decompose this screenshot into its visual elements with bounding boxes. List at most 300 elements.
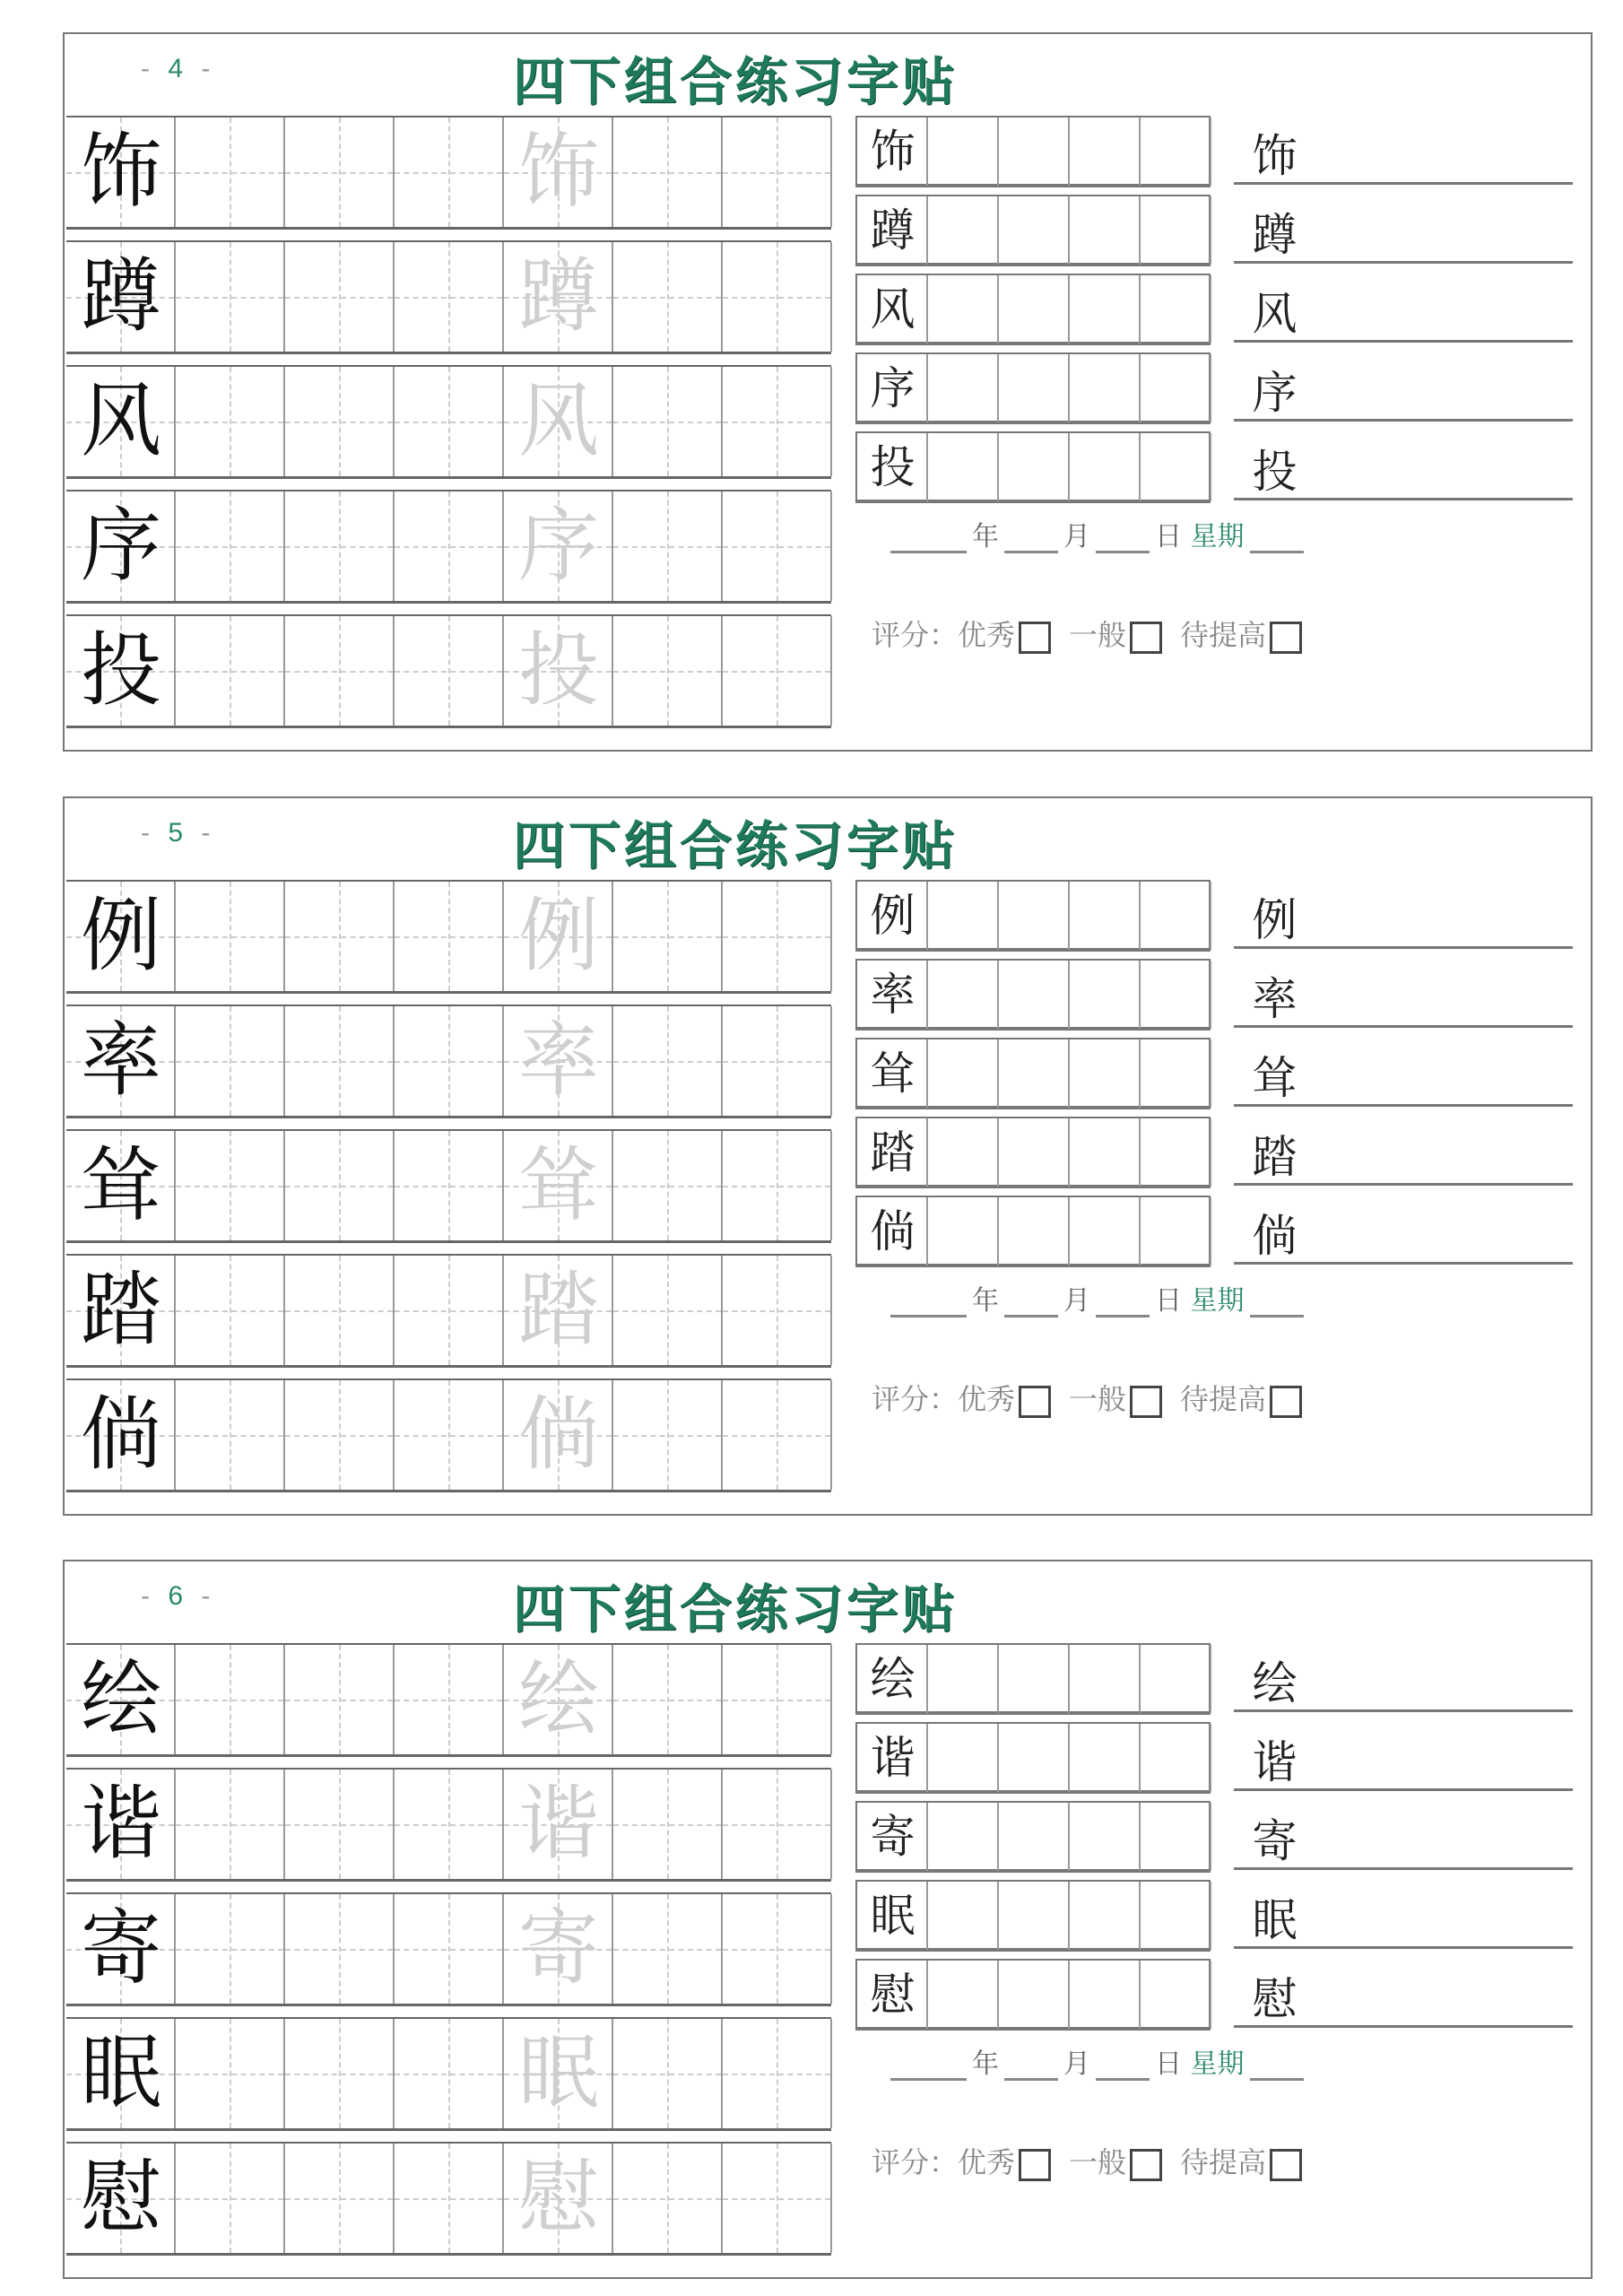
small-model-character: 风 bbox=[870, 283, 916, 335]
writing-line[interactable] bbox=[1234, 1867, 1573, 1870]
small-practice-cell[interactable] bbox=[928, 275, 999, 344]
needs-improvement-checkbox[interactable] bbox=[1270, 1386, 1302, 1418]
model-character: 倘 bbox=[81, 1387, 161, 1482]
small-practice-cell[interactable] bbox=[1141, 354, 1211, 422]
model-character-cell bbox=[66, 2019, 176, 2128]
practice-cell[interactable] bbox=[723, 1006, 832, 1116]
model-character-cell bbox=[66, 1131, 176, 1240]
tianzige-row bbox=[66, 1129, 831, 1243]
line-model-character: 慰 bbox=[1252, 1973, 1298, 2025]
model-character: 蹲 bbox=[81, 249, 161, 344]
line-model-character: 寄 bbox=[1252, 1815, 1298, 1867]
small-model-character: 慰 bbox=[870, 1969, 916, 2021]
tianzige-row bbox=[66, 1254, 831, 1368]
day-label: 日 bbox=[1155, 2048, 1182, 2080]
trace-character-cell[interactable] bbox=[504, 1770, 613, 1879]
small-practice-cell[interactable] bbox=[999, 354, 1070, 422]
writing-line[interactable] bbox=[1234, 1709, 1573, 1712]
small-grid-row bbox=[855, 274, 1211, 345]
small-practice-cell[interactable] bbox=[928, 1724, 999, 1792]
practice-cell[interactable] bbox=[176, 1645, 285, 1754]
model-character-cell bbox=[66, 367, 176, 476]
sheet-title: 四下组合练习字贴 bbox=[513, 51, 959, 112]
date-blank[interactable] bbox=[1096, 1306, 1150, 1318]
practice-cell[interactable] bbox=[395, 616, 504, 726]
practice-cell[interactable] bbox=[395, 117, 504, 227]
small-practice-cell[interactable] bbox=[1070, 1039, 1141, 1108]
practice-cell[interactable] bbox=[723, 491, 832, 601]
tianzige-row bbox=[66, 1643, 831, 1757]
date-blank[interactable] bbox=[890, 2069, 967, 2081]
tianzige-row bbox=[66, 490, 831, 604]
practice-cell[interactable] bbox=[285, 1645, 395, 1754]
writing-line[interactable] bbox=[1234, 182, 1573, 185]
trace-character-cell[interactable] bbox=[504, 1006, 613, 1116]
small-practice-cell[interactable] bbox=[928, 117, 999, 186]
practice-cell[interactable] bbox=[176, 2144, 285, 2253]
model-character-cell bbox=[66, 242, 176, 352]
small-practice-cell[interactable] bbox=[928, 1803, 999, 1871]
small-model-cell bbox=[857, 275, 928, 344]
practice-cell[interactable] bbox=[613, 2144, 723, 2253]
writing-line[interactable] bbox=[1234, 1788, 1573, 1791]
practice-cell[interactable] bbox=[613, 117, 723, 227]
small-practice-cell[interactable] bbox=[1141, 196, 1211, 265]
sheet-title: 四下组合练习字贴 bbox=[513, 1578, 959, 1639]
dash: - bbox=[141, 54, 155, 83]
practice-cell[interactable] bbox=[723, 1894, 832, 2004]
trace-character-cell[interactable] bbox=[504, 1256, 613, 1365]
date-line bbox=[885, 1278, 1309, 1318]
writing-line[interactable] bbox=[1234, 261, 1573, 264]
practice-cell[interactable] bbox=[723, 367, 832, 476]
small-practice-cell[interactable] bbox=[999, 1803, 1070, 1871]
practice-cell[interactable] bbox=[723, 117, 832, 227]
small-practice-cell[interactable] bbox=[999, 1197, 1070, 1265]
practice-cell[interactable] bbox=[285, 117, 395, 227]
page-number-value: 5 bbox=[168, 818, 189, 848]
writing-line[interactable] bbox=[1234, 1104, 1573, 1107]
trace-character-cell[interactable] bbox=[504, 1380, 613, 1490]
practice-sheet bbox=[63, 32, 1593, 752]
small-practice-cell[interactable] bbox=[999, 961, 1070, 1029]
year-label: 年 bbox=[972, 1285, 999, 1317]
date-line bbox=[885, 2041, 1309, 2081]
small-practice-cell[interactable] bbox=[1141, 882, 1211, 950]
trace-character: 耸 bbox=[518, 1138, 599, 1232]
model-character: 饰 bbox=[81, 125, 161, 219]
small-practice-cell[interactable] bbox=[928, 354, 999, 422]
small-practice-cell[interactable] bbox=[1070, 117, 1141, 186]
date-blank[interactable] bbox=[1004, 542, 1058, 553]
small-practice-cell[interactable] bbox=[1141, 1882, 1211, 1950]
tianzige-row bbox=[66, 880, 831, 994]
practice-cell[interactable] bbox=[613, 882, 723, 991]
practice-cell[interactable] bbox=[176, 367, 285, 476]
page-number-value: 4 bbox=[168, 54, 189, 83]
small-model-cell bbox=[857, 433, 928, 501]
small-grid-row bbox=[855, 959, 1211, 1031]
score-label: 评分： bbox=[872, 1382, 959, 1416]
writing-line[interactable] bbox=[1234, 946, 1573, 949]
small-practice-cell[interactable] bbox=[999, 1961, 1070, 2029]
tianzige-row bbox=[66, 614, 831, 728]
practice-cell[interactable] bbox=[285, 367, 395, 476]
trace-character: 踏 bbox=[518, 1263, 599, 1357]
small-model-cell bbox=[857, 354, 928, 422]
small-practice-cell[interactable] bbox=[1070, 433, 1141, 501]
practice-cell[interactable] bbox=[176, 882, 285, 991]
writing-line[interactable] bbox=[1234, 340, 1573, 343]
trace-character: 投 bbox=[518, 623, 599, 718]
small-model-character: 序 bbox=[870, 362, 916, 414]
excellent-checkbox[interactable] bbox=[1019, 1386, 1051, 1418]
practice-cell[interactable] bbox=[723, 2144, 832, 2253]
practice-cell[interactable] bbox=[613, 1256, 723, 1365]
writing-line[interactable] bbox=[1234, 498, 1573, 500]
small-grid-row bbox=[855, 352, 1211, 424]
date-blank[interactable] bbox=[1096, 2069, 1150, 2081]
tianzige-row bbox=[66, 2142, 831, 2256]
trace-character-cell[interactable] bbox=[504, 242, 613, 352]
trace-character-cell[interactable] bbox=[504, 491, 613, 601]
small-model-character: 谐 bbox=[870, 1732, 916, 1784]
year-label: 年 bbox=[972, 521, 999, 552]
practice-cell[interactable] bbox=[395, 2144, 504, 2253]
excellent-checkbox[interactable] bbox=[1019, 622, 1051, 654]
small-model-character: 绘 bbox=[870, 1653, 916, 1705]
small-practice-cell[interactable] bbox=[928, 961, 999, 1029]
small-practice-cell[interactable] bbox=[1070, 1961, 1141, 2029]
small-model-cell bbox=[857, 1803, 928, 1871]
practice-cell[interactable] bbox=[613, 1894, 723, 2004]
average-checkbox[interactable] bbox=[1130, 2149, 1162, 2181]
small-practice-cell[interactable] bbox=[1070, 196, 1141, 265]
small-practice-cell[interactable] bbox=[928, 1645, 999, 1713]
practice-cell[interactable] bbox=[285, 242, 395, 352]
tianzige-row bbox=[66, 365, 831, 479]
needs-improvement-checkbox[interactable] bbox=[1270, 622, 1302, 654]
small-practice-cell[interactable] bbox=[928, 1882, 999, 1950]
practice-cell[interactable] bbox=[285, 882, 395, 991]
practice-cell[interactable] bbox=[176, 1770, 285, 1879]
small-practice-cell[interactable] bbox=[999, 1645, 1070, 1713]
small-practice-cell[interactable] bbox=[1070, 882, 1141, 950]
score-line bbox=[872, 2140, 1320, 2181]
small-model-cell bbox=[857, 1197, 928, 1265]
practice-cell[interactable] bbox=[176, 1006, 285, 1116]
practice-cell[interactable] bbox=[613, 491, 723, 601]
small-practice-cell[interactable] bbox=[1141, 433, 1211, 501]
small-practice-cell[interactable] bbox=[999, 1039, 1070, 1108]
date-blank[interactable] bbox=[1250, 2069, 1304, 2081]
day-label: 日 bbox=[1155, 1285, 1182, 1317]
trace-character-cell[interactable] bbox=[504, 2144, 613, 2253]
small-practice-cell[interactable] bbox=[1070, 1645, 1141, 1713]
writing-line[interactable] bbox=[1234, 1025, 1573, 1028]
practice-cell[interactable] bbox=[395, 1770, 504, 1879]
line-model-character: 蹲 bbox=[1252, 209, 1298, 261]
practice-cell[interactable] bbox=[395, 1645, 504, 1754]
model-character: 风 bbox=[81, 374, 161, 468]
needs-improvement-checkbox[interactable] bbox=[1270, 2149, 1302, 2181]
line-model-character: 眠 bbox=[1252, 1894, 1298, 1946]
small-model-cell bbox=[857, 1961, 928, 2029]
practice-cell[interactable] bbox=[285, 1131, 395, 1240]
model-character: 谐 bbox=[81, 1777, 161, 1871]
model-character: 踏 bbox=[81, 1263, 161, 1357]
small-grid-row bbox=[855, 880, 1211, 952]
score-label: 评分： bbox=[872, 2145, 959, 2179]
writing-line[interactable] bbox=[1234, 1946, 1573, 1949]
trace-character-cell[interactable] bbox=[504, 1894, 613, 2004]
practice-cell[interactable] bbox=[176, 1380, 285, 1490]
practice-cell[interactable] bbox=[723, 242, 832, 352]
small-grid-row bbox=[855, 1801, 1211, 1873]
trace-character-cell[interactable] bbox=[504, 616, 613, 726]
practice-cell[interactable] bbox=[723, 1256, 832, 1365]
small-model-cell bbox=[857, 196, 928, 265]
line-model-character: 例 bbox=[1252, 894, 1298, 946]
month-label: 月 bbox=[1063, 2048, 1090, 2080]
small-practice-cell[interactable] bbox=[1141, 1724, 1211, 1792]
small-practice-cell[interactable] bbox=[1070, 961, 1141, 1029]
trace-character-cell[interactable] bbox=[504, 882, 613, 991]
practice-cell[interactable] bbox=[176, 1131, 285, 1240]
practice-cell[interactable] bbox=[613, 1645, 723, 1754]
practice-cell[interactable] bbox=[285, 1380, 395, 1490]
small-model-character: 率 bbox=[870, 969, 916, 1021]
practice-cell[interactable] bbox=[395, 882, 504, 991]
tianzige-row bbox=[66, 240, 831, 354]
line-model-character: 踏 bbox=[1252, 1131, 1298, 1183]
practice-cell[interactable] bbox=[723, 882, 832, 991]
small-practice-cell[interactable] bbox=[928, 1961, 999, 2029]
sheet-title: 四下组合练习字贴 bbox=[513, 815, 959, 876]
page-number bbox=[141, 818, 215, 848]
excellent-label: 优秀 bbox=[958, 618, 1016, 652]
model-character-cell bbox=[66, 1770, 176, 1879]
practice-cell[interactable] bbox=[176, 242, 285, 352]
trace-character-cell[interactable] bbox=[504, 1645, 613, 1754]
practice-cell[interactable] bbox=[723, 1645, 832, 1754]
average-checkbox[interactable] bbox=[1130, 622, 1162, 654]
practice-cell[interactable] bbox=[176, 2019, 285, 2128]
trace-character-cell[interactable] bbox=[504, 1131, 613, 1240]
practice-cell[interactable] bbox=[285, 2019, 395, 2128]
model-character: 绘 bbox=[81, 1652, 161, 1746]
date-blank[interactable] bbox=[890, 1306, 967, 1318]
writing-line[interactable] bbox=[1234, 1183, 1573, 1186]
small-practice-cell[interactable] bbox=[999, 117, 1070, 186]
model-character: 耸 bbox=[81, 1138, 161, 1232]
practice-cell[interactable] bbox=[613, 616, 723, 726]
practice-cell[interactable] bbox=[395, 242, 504, 352]
small-practice-cell[interactable] bbox=[1070, 1197, 1141, 1265]
practice-cell[interactable] bbox=[176, 117, 285, 227]
small-practice-cell[interactable] bbox=[999, 1118, 1070, 1187]
practice-sheet bbox=[63, 1560, 1593, 2279]
small-practice-cell[interactable] bbox=[999, 275, 1070, 344]
date-blank[interactable] bbox=[1250, 542, 1304, 553]
trace-character: 眠 bbox=[518, 2026, 599, 2120]
line-model-character: 投 bbox=[1252, 446, 1298, 498]
small-practice-cell[interactable] bbox=[999, 882, 1070, 950]
excellent-label: 优秀 bbox=[958, 1382, 1016, 1416]
practice-cell[interactable] bbox=[285, 1894, 395, 2004]
practice-cell[interactable] bbox=[395, 1380, 504, 1490]
tianzige-row bbox=[66, 1004, 831, 1118]
practice-cell[interactable] bbox=[395, 1006, 504, 1116]
model-character-cell bbox=[66, 1894, 176, 2004]
small-practice-cell[interactable] bbox=[1141, 1039, 1211, 1108]
small-model-cell bbox=[857, 1645, 928, 1713]
small-practice-cell[interactable] bbox=[1070, 354, 1141, 422]
small-practice-cell[interactable] bbox=[928, 1039, 999, 1108]
practice-cell[interactable] bbox=[613, 367, 723, 476]
small-practice-cell[interactable] bbox=[928, 1197, 999, 1265]
date-blank[interactable] bbox=[890, 542, 967, 553]
practice-cell[interactable] bbox=[395, 1131, 504, 1240]
small-model-cell bbox=[857, 1882, 928, 1950]
practice-cell[interactable] bbox=[723, 616, 832, 726]
tianzige-row bbox=[66, 1768, 831, 1882]
line-model-character: 耸 bbox=[1252, 1052, 1298, 1104]
trace-character: 序 bbox=[518, 499, 599, 593]
small-model-character: 踏 bbox=[870, 1126, 916, 1178]
line-model-character: 饰 bbox=[1252, 130, 1298, 182]
practice-cell[interactable] bbox=[723, 2019, 832, 2128]
tianzige-row bbox=[66, 2017, 831, 2131]
small-model-cell bbox=[857, 1039, 928, 1108]
page-number bbox=[141, 1581, 215, 1612]
dash: - bbox=[201, 818, 216, 848]
small-grid-row bbox=[855, 1196, 1211, 1267]
small-grid-row bbox=[855, 1880, 1211, 1952]
small-model-character: 眠 bbox=[870, 1890, 916, 1942]
small-practice-cell[interactable] bbox=[928, 196, 999, 265]
trace-character: 风 bbox=[518, 374, 599, 468]
small-practice-cell[interactable] bbox=[1141, 1803, 1211, 1871]
small-practice-cell[interactable] bbox=[999, 196, 1070, 265]
model-character: 序 bbox=[81, 499, 161, 593]
writing-line[interactable] bbox=[1234, 419, 1573, 422]
date-line bbox=[885, 514, 1309, 553]
practice-cell[interactable] bbox=[613, 1770, 723, 1879]
line-model-character: 倘 bbox=[1252, 1210, 1298, 1262]
small-practice-cell[interactable] bbox=[1141, 1645, 1211, 1713]
small-practice-cell[interactable] bbox=[999, 1724, 1070, 1792]
writing-line[interactable] bbox=[1234, 1262, 1573, 1265]
practice-cell[interactable] bbox=[285, 2144, 395, 2253]
trace-character-cell[interactable] bbox=[504, 367, 613, 476]
small-practice-cell[interactable] bbox=[1141, 1197, 1211, 1265]
practice-cell[interactable] bbox=[176, 1256, 285, 1365]
small-model-character: 投 bbox=[870, 441, 916, 493]
practice-cell[interactable] bbox=[723, 1131, 832, 1240]
practice-cell[interactable] bbox=[613, 1006, 723, 1116]
small-practice-cell[interactable] bbox=[1141, 275, 1211, 344]
score-line bbox=[872, 1377, 1320, 1418]
excellent-checkbox[interactable] bbox=[1019, 2149, 1051, 2181]
trace-character-cell[interactable] bbox=[504, 2019, 613, 2128]
small-model-cell bbox=[857, 1724, 928, 1792]
practice-cell[interactable] bbox=[613, 2019, 723, 2128]
practice-cell[interactable] bbox=[285, 491, 395, 601]
practice-cell[interactable] bbox=[176, 1894, 285, 2004]
practice-cell[interactable] bbox=[395, 1894, 504, 2004]
practice-cell[interactable] bbox=[395, 1256, 504, 1365]
small-practice-cell[interactable] bbox=[928, 882, 999, 950]
small-practice-cell[interactable] bbox=[1070, 1724, 1141, 1792]
small-practice-cell[interactable] bbox=[1141, 1118, 1211, 1187]
practice-cell[interactable] bbox=[395, 2019, 504, 2128]
practice-cell[interactable] bbox=[176, 616, 285, 726]
practice-cell[interactable] bbox=[285, 1770, 395, 1879]
month-label: 月 bbox=[1063, 1285, 1090, 1317]
practice-cell[interactable] bbox=[723, 1770, 832, 1879]
model-character-cell bbox=[66, 1645, 176, 1754]
day-label: 日 bbox=[1155, 521, 1182, 552]
practice-cell[interactable] bbox=[285, 616, 395, 726]
small-practice-cell[interactable] bbox=[1141, 1961, 1211, 2029]
practice-sheet bbox=[63, 796, 1593, 1516]
practice-cell[interactable] bbox=[395, 491, 504, 601]
model-character-cell bbox=[66, 2144, 176, 2253]
small-model-character: 饰 bbox=[870, 126, 916, 178]
practice-cell[interactable] bbox=[613, 1380, 723, 1490]
small-practice-cell[interactable] bbox=[1070, 1803, 1141, 1871]
trace-character-cell[interactable] bbox=[504, 117, 613, 227]
trace-character: 寄 bbox=[518, 1901, 599, 1996]
practice-cell[interactable] bbox=[723, 1380, 832, 1490]
date-blank[interactable] bbox=[1004, 2069, 1058, 2081]
small-practice-cell[interactable] bbox=[999, 433, 1070, 501]
small-grid-row bbox=[855, 431, 1211, 503]
date-blank[interactable] bbox=[1004, 1306, 1058, 1318]
small-practice-cell[interactable] bbox=[1070, 1882, 1141, 1950]
average-checkbox[interactable] bbox=[1130, 1386, 1162, 1418]
small-practice-cell[interactable] bbox=[1070, 275, 1141, 344]
dash: - bbox=[141, 818, 155, 848]
practice-cell[interactable] bbox=[613, 1131, 723, 1240]
date-blank[interactable] bbox=[1250, 1306, 1304, 1318]
practice-cell[interactable] bbox=[285, 1006, 395, 1116]
practice-cell[interactable] bbox=[285, 1256, 395, 1365]
small-grid-row bbox=[855, 1959, 1211, 2031]
excellent-label: 优秀 bbox=[958, 2145, 1016, 2179]
small-model-character: 蹲 bbox=[870, 204, 916, 257]
needs-improvement-label: 待提高 bbox=[1180, 2145, 1267, 2179]
trace-character: 率 bbox=[518, 1013, 599, 1108]
small-practice-cell[interactable] bbox=[1070, 1118, 1141, 1187]
small-practice-cell[interactable] bbox=[1141, 117, 1211, 186]
model-character-cell bbox=[66, 882, 176, 991]
date-blank[interactable] bbox=[1096, 542, 1150, 553]
writing-line[interactable] bbox=[1234, 2025, 1573, 2028]
practice-cell[interactable] bbox=[613, 242, 723, 352]
practice-cell[interactable] bbox=[176, 491, 285, 601]
small-practice-cell[interactable] bbox=[928, 433, 999, 501]
weekday-label: 星期 bbox=[1190, 521, 1245, 552]
practice-cell[interactable] bbox=[395, 367, 504, 476]
small-practice-cell[interactable] bbox=[1141, 961, 1211, 1029]
trace-character: 慰 bbox=[518, 2151, 599, 2245]
small-practice-cell[interactable] bbox=[928, 1118, 999, 1187]
model-character: 例 bbox=[81, 889, 161, 983]
small-practice-cell[interactable] bbox=[999, 1882, 1070, 1950]
model-character-cell bbox=[66, 1380, 176, 1490]
